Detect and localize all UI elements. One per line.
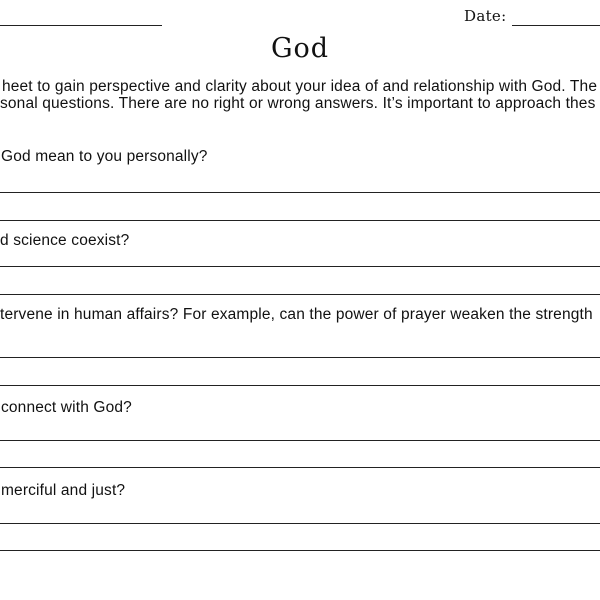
page-title: God — [270, 33, 330, 64]
answer-line — [0, 220, 600, 221]
answer-line — [0, 357, 600, 358]
answer-line — [0, 467, 600, 468]
date-label: Date: — [464, 7, 507, 25]
answer-line — [0, 523, 600, 524]
question-3: tervene in human affairs? For example, can the power of prayer weaken the strength — [0, 306, 593, 323]
intro-text-line-2: sonal questions. There are no right or wrong answers. It’s important to approach thes — [0, 95, 596, 112]
intro-text-line-1: heet to gain perspective and clarity about your idea of and relationship with God. The — [2, 78, 598, 95]
answer-line — [0, 550, 600, 551]
question-1: God mean to you personally? — [1, 148, 208, 165]
date-line — [512, 25, 600, 26]
answer-line — [0, 266, 600, 267]
question-4: connect with God? — [1, 399, 132, 416]
answer-line — [0, 385, 600, 386]
answer-line — [0, 440, 600, 441]
answer-line — [0, 192, 600, 193]
question-5: merciful and just? — [1, 482, 126, 499]
name-line — [0, 25, 162, 26]
question-2: d science coexist? — [0, 232, 130, 249]
answer-line — [0, 294, 600, 295]
